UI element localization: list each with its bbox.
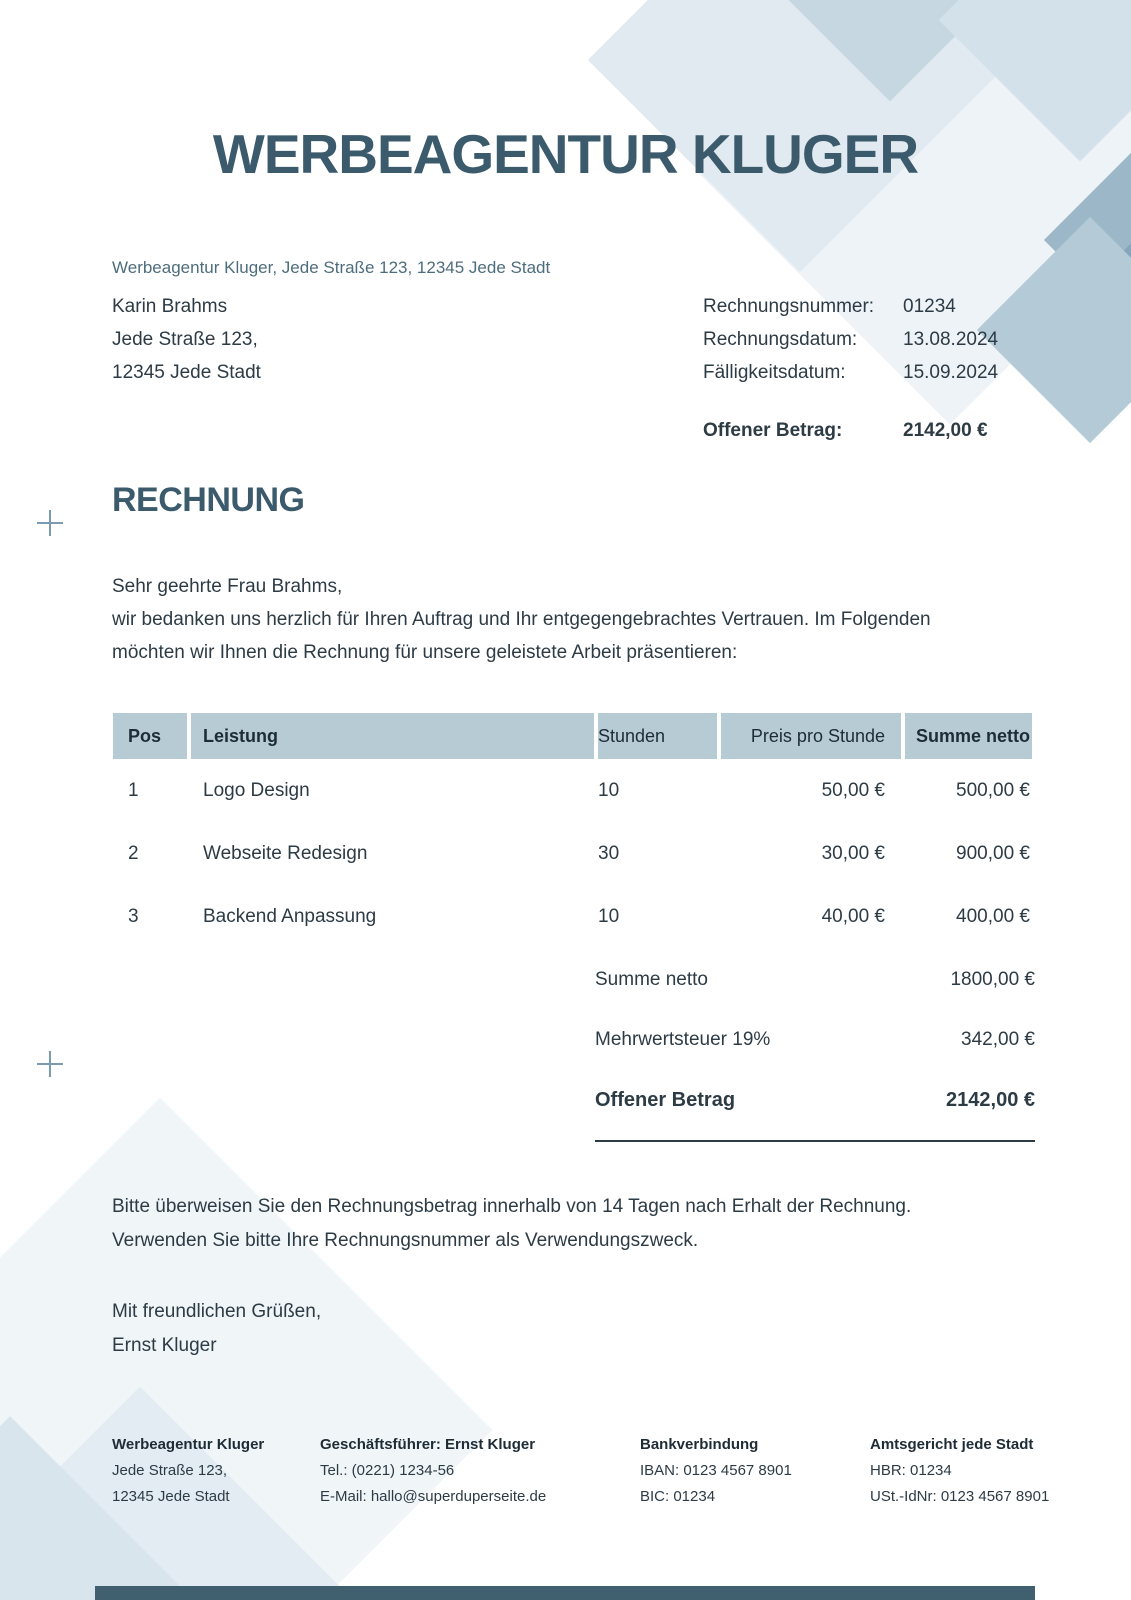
column-header-pos: Pos <box>113 713 187 759</box>
intro-paragraph <box>112 570 1042 669</box>
footer-line: USt.-IdNr: 0123 4567 8901 <box>870 1488 1050 1505</box>
cell-pos: 1 <box>128 779 139 801</box>
footer-line: 12345 Jede Stadt <box>112 1488 230 1505</box>
payment-note <box>112 1190 1052 1258</box>
footer-column-title: Amtsgericht jede Stadt <box>870 1436 1034 1453</box>
meta-value: 15.09.2024 <box>903 362 999 383</box>
cell-leistung: Backend Anpassung <box>203 905 377 927</box>
table-row <box>113 822 1035 885</box>
footer-column-title: Geschäftsführer: Ernst Kluger <box>320 1436 536 1453</box>
cell-preis: 30,00 € <box>821 842 885 864</box>
meta-row-invoice-date <box>703 323 998 356</box>
table-header-row <box>113 713 1035 759</box>
cell-preis: 40,00 € <box>821 905 885 927</box>
footer-line: E-Mail: hallo@superduperseite.de <box>320 1488 547 1505</box>
footer-column-contact <box>320 1432 546 1510</box>
footer-column-title: Werbeagentur Kluger <box>112 1436 265 1453</box>
recipient-city: 12345 Jede Stadt <box>112 362 261 383</box>
closing-line: Mit freundlichen Grüßen, <box>112 1301 322 1322</box>
document-title: RECHNUNG <box>112 481 305 519</box>
cell-leistung: Logo Design <box>203 779 310 801</box>
intro-line: wir bedanken uns herzlich für Ihren Auftrag und Ihr entgegengebrachtes Vertrauen. Im Folgenden <box>112 609 931 630</box>
totals-summary <box>595 950 1035 1142</box>
cell-summe: 900,00 € <box>956 842 1030 864</box>
intro-line: Sehr geehrte Frau Brahms, <box>112 576 343 597</box>
line-items-table <box>113 713 1035 948</box>
cell-leistung: Webseite Redesign <box>203 842 368 864</box>
recipient-name: Karin Brahms <box>112 296 228 317</box>
summary-row-vat <box>595 1010 1035 1070</box>
cell-summe: 400,00 € <box>956 905 1030 927</box>
company-title: WERBEAGENTUR KLUGER <box>212 123 919 185</box>
meta-label: Fälligkeitsdatum: <box>703 362 846 383</box>
meta-value: 01234 <box>903 296 956 317</box>
cell-summe: 500,00 € <box>956 779 1030 801</box>
summary-label: Summe netto <box>595 969 708 990</box>
summary-row-netto <box>595 950 1035 1010</box>
summary-value: 342,00 € <box>961 1029 1035 1050</box>
footer-column-bank <box>640 1432 792 1510</box>
cell-stunden: 30 <box>598 842 620 864</box>
meta-value: 13.08.2024 <box>903 329 999 350</box>
summary-value: 2142,00 € <box>946 1088 1035 1111</box>
meta-row-due-date <box>703 356 998 389</box>
meta-label: Rechnungsdatum: <box>703 329 858 350</box>
cell-pos: 3 <box>128 905 139 927</box>
payment-note-line: Bitte überweisen Sie den Rechnungsbetrag innerhalb von 14 Tagen nach Erhalt der Rechnung. <box>112 1196 912 1217</box>
column-header-summe: Summe netto <box>905 713 1032 759</box>
signature-name: Ernst Kluger <box>112 1335 217 1356</box>
summary-value: 1800,00 € <box>950 969 1035 990</box>
cell-stunden: 10 <box>598 905 620 927</box>
footer-column-registry <box>870 1432 1049 1510</box>
open-amount-label: Offener Betrag: <box>703 420 843 441</box>
column-header-leistung: Leistung <box>191 713 594 759</box>
meta-row-invoice-number <box>703 290 998 323</box>
recipient-block <box>112 290 261 389</box>
cell-preis: 50,00 € <box>821 779 885 801</box>
footer-line: Jede Straße 123, <box>112 1462 228 1479</box>
footer-column-company <box>112 1432 264 1510</box>
payment-note-line: Verwenden Sie bitte Ihre Rechnungsnummer als Verwendungszweck. <box>112 1230 699 1251</box>
cell-pos: 2 <box>128 842 139 864</box>
footer-line: IBAN: 0123 4567 8901 <box>640 1462 792 1479</box>
column-header-preis: Preis pro Stunde <box>721 713 901 759</box>
cell-stunden: 10 <box>598 779 620 801</box>
footer-line: Tel.: (0221) 1234-56 <box>320 1462 455 1479</box>
summary-label: Mehrwertsteuer 19% <box>595 1029 771 1050</box>
summary-label: Offener Betrag <box>595 1088 736 1111</box>
column-header-stunden: Stunden <box>598 713 717 759</box>
open-amount-row <box>703 420 988 442</box>
intro-line: möchten wir Ihnen die Rechnung für unsere geleistete Arbeit präsentieren: <box>112 642 738 663</box>
meta-label: Rechnungsnummer: <box>703 296 875 317</box>
invoice-meta <box>703 290 998 389</box>
footer-column-title: Bankverbindung <box>640 1436 759 1453</box>
footer-line: BIC: 01234 <box>640 1488 716 1505</box>
summary-divider <box>595 1140 1035 1142</box>
table-row <box>113 885 1035 948</box>
summary-row-total <box>595 1070 1035 1130</box>
open-amount-value: 2142,00 € <box>903 420 988 441</box>
sender-line: Werbeagentur Kluger, Jede Straße 123, 12345 Jede Stadt <box>112 258 551 277</box>
closing-block <box>112 1295 321 1363</box>
table-row <box>113 759 1035 822</box>
recipient-street: Jede Straße 123, <box>112 329 258 350</box>
footer-line: HBR: 01234 <box>870 1462 952 1479</box>
